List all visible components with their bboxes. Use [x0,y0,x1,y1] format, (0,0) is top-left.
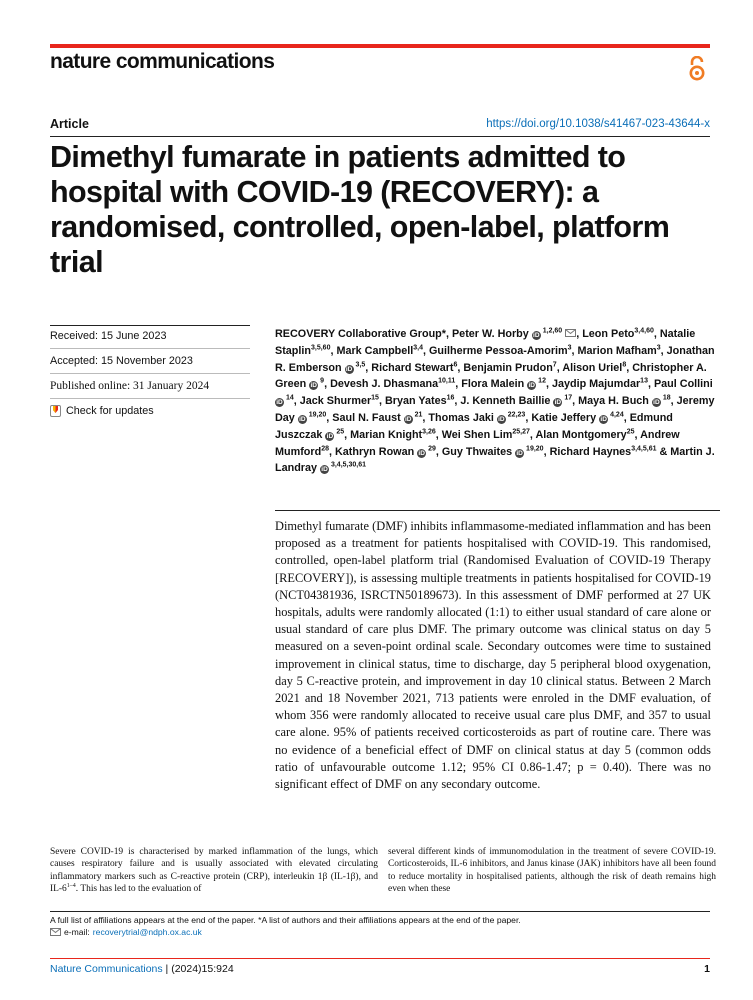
author-name[interactable]: Alan Montgomery [535,428,627,441]
author-name[interactable]: Christopher A. Green [275,361,707,391]
doi-link[interactable]: https://doi.org/10.1038/s41467-023-43644-x [486,118,710,130]
author-name[interactable]: Benjamin Prudon [463,361,553,374]
author-name[interactable]: Mark Campbell [336,344,414,357]
orcid-icon[interactable]: iD [528,382,535,390]
email-label: e-mail: [64,927,90,937]
journal-name: nature communications [50,50,275,73]
affiliation-ref: 18 [660,394,671,402]
orcid-icon[interactable]: iD [345,365,353,373]
dates-rule [50,325,250,326]
affiliation-ref: 9 [318,377,325,385]
affiliation-ref: 14 [284,394,294,402]
author-name[interactable]: Guilherme Pessoa-Amorim [429,344,568,357]
email-link[interactable]: recoverytrial@ndph.ox.ac.uk [92,927,202,937]
body-left-end: . This has led to the evaluation of [75,883,202,894]
affiliation-ref: 7 [552,361,557,368]
author-name[interactable]: Wei Shen Lim [441,428,513,441]
affiliation-ref: 25,27 [512,428,530,436]
author-name[interactable]: Peter W. Horby [451,328,529,340]
author-name[interactable]: Saul N. Faust [332,411,401,424]
author-name[interactable]: Jonathan R. Emberson [275,344,715,374]
author-name[interactable]: Paul Collini [653,378,713,391]
affiliation-ref: 8 [622,361,627,368]
affiliation-ref: 3,5,60 [311,344,331,352]
author-name[interactable]: Guy Thwaites [441,445,513,458]
affiliation-ref: 12 [536,377,546,385]
affiliation-ref: 4,24 [608,411,624,419]
affiliation-ref: 3,4,5,61 [631,444,657,452]
body-text-left [50,846,378,895]
email-line [50,927,202,937]
mail-icon[interactable] [565,329,576,337]
orcid-icon[interactable]: iD [600,415,607,423]
affiliation-note: A full list of affiliations appears at the end of the paper. *A list of authors and their affiliations appears at the end of the paper. [50,915,521,925]
check-updates-label: Check for updates [66,405,154,417]
article-type: Article [50,117,89,131]
author-name[interactable]: Jaydip Majumdar [551,378,641,391]
body-left-text: Severe COVID-19 is characterised by marked inflammation of the lungs, which causes respiratory failure and is usually associated with elevated circulating inflammatory markers such as C-reactive protein (CRP), interleukin 1β (IL-1β), and IL-6 [50,847,378,894]
author-name[interactable]: Marion Mafham [577,344,657,357]
mail-icon [50,928,61,936]
accepted-date: Accepted: 15 November 2023 [50,355,193,367]
page-number: 1 [704,963,710,975]
body-text-right: several different kinds of immunomodulation in the treatment of severe COVID-19. Corticosteroids, IL-6 inhibitors, and Janus kinase (JAK) inhibitors have all been found to reduce mortality in hospitalised patients, although the risk of death remains high even when these [388,847,716,894]
orcid-icon[interactable]: iD [533,332,540,339]
affiliation-ref: 25 [626,428,635,436]
author-name[interactable]: Kathryn Rowan [334,445,415,458]
affiliation-ref: 19,20 [524,444,544,452]
footnote-rule [50,911,710,912]
author-name[interactable]: Flora Malein [461,378,525,391]
author-name[interactable]: Thomas Jaki [428,411,494,424]
affiliation-ref: 22,23 [505,411,526,419]
author-name[interactable]: Martin J. Landray [275,445,715,475]
orcid-icon[interactable]: iD [498,415,505,423]
affiliation-ref: 25 [334,428,345,436]
footer-volume: | (2024)15:924 [162,963,234,975]
author-name[interactable]: Maya H. Buch [578,395,649,408]
affiliation-ref: 28 [321,444,329,452]
abstract: Dimethyl fumarate (DMF) inhibits inflammasome-mediated inflammation and has been proposed as a treatment for patients hospitalised with COVID-19. This randomised, controlled, open-label platform trial (Randomised Evaluation of COVID-19 Therapy [RECOVERY]), is assessing multiple treatments in patients hospitalised for COVID-19 (NCT04381936, ISRCTN50189673). In this assessment of DMF performed at 27 UK hospitals, adults were randomly allocated (1:1) to either usual standard of care alone or usual standard of care plus DMF. The primary outcome was clinical status on day 5 measured on a seven-point ordinal scale. Secondary outcomes were time to sustained improvement in clinical status, time to discharge, day 5 peripheral blood oxygenation, day 5 C-reactive protein, and improvement in day 10 clinical status. Between 2 March 2021 and 18 November 2021, 713 patients were enroled in the DMF evaluation, of whom 356 were randomly allocated to receive usual care plus DMF, and 357 to usual care alone. 95% of patients received corticosteroids as part of routine care. There was no evidence of a beneficial effect of DMF on clinical status at day 5 (common odds ratio of unfavourable outcome 1.12; 95% CI 0.86-1.47; p = 0.40). There was no significant effect of DMF on any secondary outcome. [275,519,711,792]
affiliation-ref: 3,4,60 [634,327,654,335]
author-name[interactable]: Jeremy Day [275,395,715,424]
footer-journal-link[interactable]: Nature Communications [50,963,163,975]
affiliation-ref: 29 [426,444,436,452]
affiliation-ref: 10,11 [438,377,456,385]
affiliation-ref: 6 [453,361,458,368]
affiliation-ref: 3,26 [422,428,436,436]
author-name[interactable]: Richard Stewart [371,361,454,374]
author-name[interactable]: J. Kenneth Baillie [460,395,551,408]
orcid-icon[interactable]: iD [310,382,317,390]
author-name[interactable]: Alison Uriel [562,361,623,374]
orcid-icon[interactable]: iD [276,399,283,407]
affiliation-ref: 1,2,60 [540,327,563,335]
affiliation-ref: 3,4 [413,344,424,352]
author-name[interactable]: Katie Jeffery [531,411,597,424]
author-name[interactable]: Marian Knight [350,428,423,441]
open-access-icon [688,56,706,82]
affiliation-ref: 13 [640,377,648,385]
footer-citation [50,963,234,975]
orcid-icon[interactable]: iD [653,399,660,407]
author-name[interactable]: Richard Haynes [549,445,632,458]
author-name[interactable]: Leon Peto [582,328,635,340]
affiliation-ref: 17 [562,394,573,402]
author-list: RECOVERY Collaborative Group*, Peter W. Horby iD $^{1,2,60}$ , Leon Peto$^{3,4,60}$, Natalie Staplin$^{3,5,60}$, Mark Campbell$^{3,4}$, Guilherme Pessoa-Amorim$^3$, Marion Mafham$^3$, Jonathan R. Emberson iD $^{3,5}$, Richard Stewart$^6$, Benjamin Prudon$^7$, Alison Uriel$^8$, Christopher A. Green iD $^9$, Devesh J. Dhasmana$^{10,11}$, Flora Malein iD $^{12}$, Jaydip Majumdar$^{13}$, Paul Collini iD $^{14}$, Jack Shurmer$^{15}$, Bryan Yates$^{16}$, J. Kenneth Baillie iD $^{17}$, Maya H. Buch iD $^{18}$, Jeremy Day iD $^{19,20}$, Saul N. Faust iD $^{21}$, Thomas Jaki iD $^{22,23}$, Katie Jeffery iD $^{4,24}$, Edmund Juszczak iD $^{25}$, Marian Knight$^{3,26}$, Wei Shen Lim$^{25,27}$, Alan Montgomery$^{25}$, Andrew Mumford$^{28}$, Kathryn Rowan iD $^{29}$, Guy Thwaites iD $^{19,20}$, Richard Haynes$^{3,4,5,61}$ & Martin J. Landray iD $^{3,4,5,30,61}$ [275,327,715,475]
affiliation-ref: 3,5 [353,361,366,368]
affiliation-ref: 3,4,5,30,61 [329,461,366,469]
published-date: Published online: 31 January 2024 [50,380,210,392]
affiliation-ref: 21 [412,411,423,419]
title-rule [50,136,710,137]
footer-rule [50,958,710,959]
divider [50,348,250,349]
author-name[interactable]: Edmund Juszczak [275,411,673,441]
author-name[interactable]: Devesh J. Dhasmana [330,378,439,391]
orcid-icon[interactable]: iD [418,449,425,457]
author-name[interactable]: Jack Shurmer [299,395,372,408]
orcid-icon[interactable]: iD [516,449,523,457]
orcid-icon[interactable]: iD [299,415,306,423]
author-name[interactable]: Natalie Staplin [275,328,696,357]
citation-ref[interactable]: 1–4 [66,882,76,889]
author-name[interactable]: Andrew Mumford [275,428,680,458]
author-name[interactable]: RECOVERY Collaborative Group*, [275,328,452,340]
affiliation-ref: 19,20 [306,411,327,419]
orcid-icon[interactable]: iD [321,466,328,474]
check-updates-button[interactable] [50,405,154,417]
orcid-icon[interactable]: iD [554,399,562,407]
abstract-rule [275,510,720,511]
header-accent-bar [50,44,710,48]
received-date: Received: 15 June 2023 [50,330,167,342]
author-name[interactable]: Bryan Yates [384,395,447,408]
divider [50,398,250,399]
article-title: Dimethyl fumarate in patients admitted to hospital with COVID-19 (RECOVERY): a randomised, controlled, open-label, platform trial [50,140,670,279]
check-updates-icon [50,405,61,417]
orcid-icon[interactable]: iD [404,415,412,423]
divider [50,373,250,374]
affiliation-ref: 3 [567,344,572,352]
affiliation-ref: 16 [446,394,455,402]
affiliation-ref: 3 [656,344,661,352]
orcid-icon[interactable]: iD [326,432,334,440]
affiliation-ref: 15 [371,394,379,402]
